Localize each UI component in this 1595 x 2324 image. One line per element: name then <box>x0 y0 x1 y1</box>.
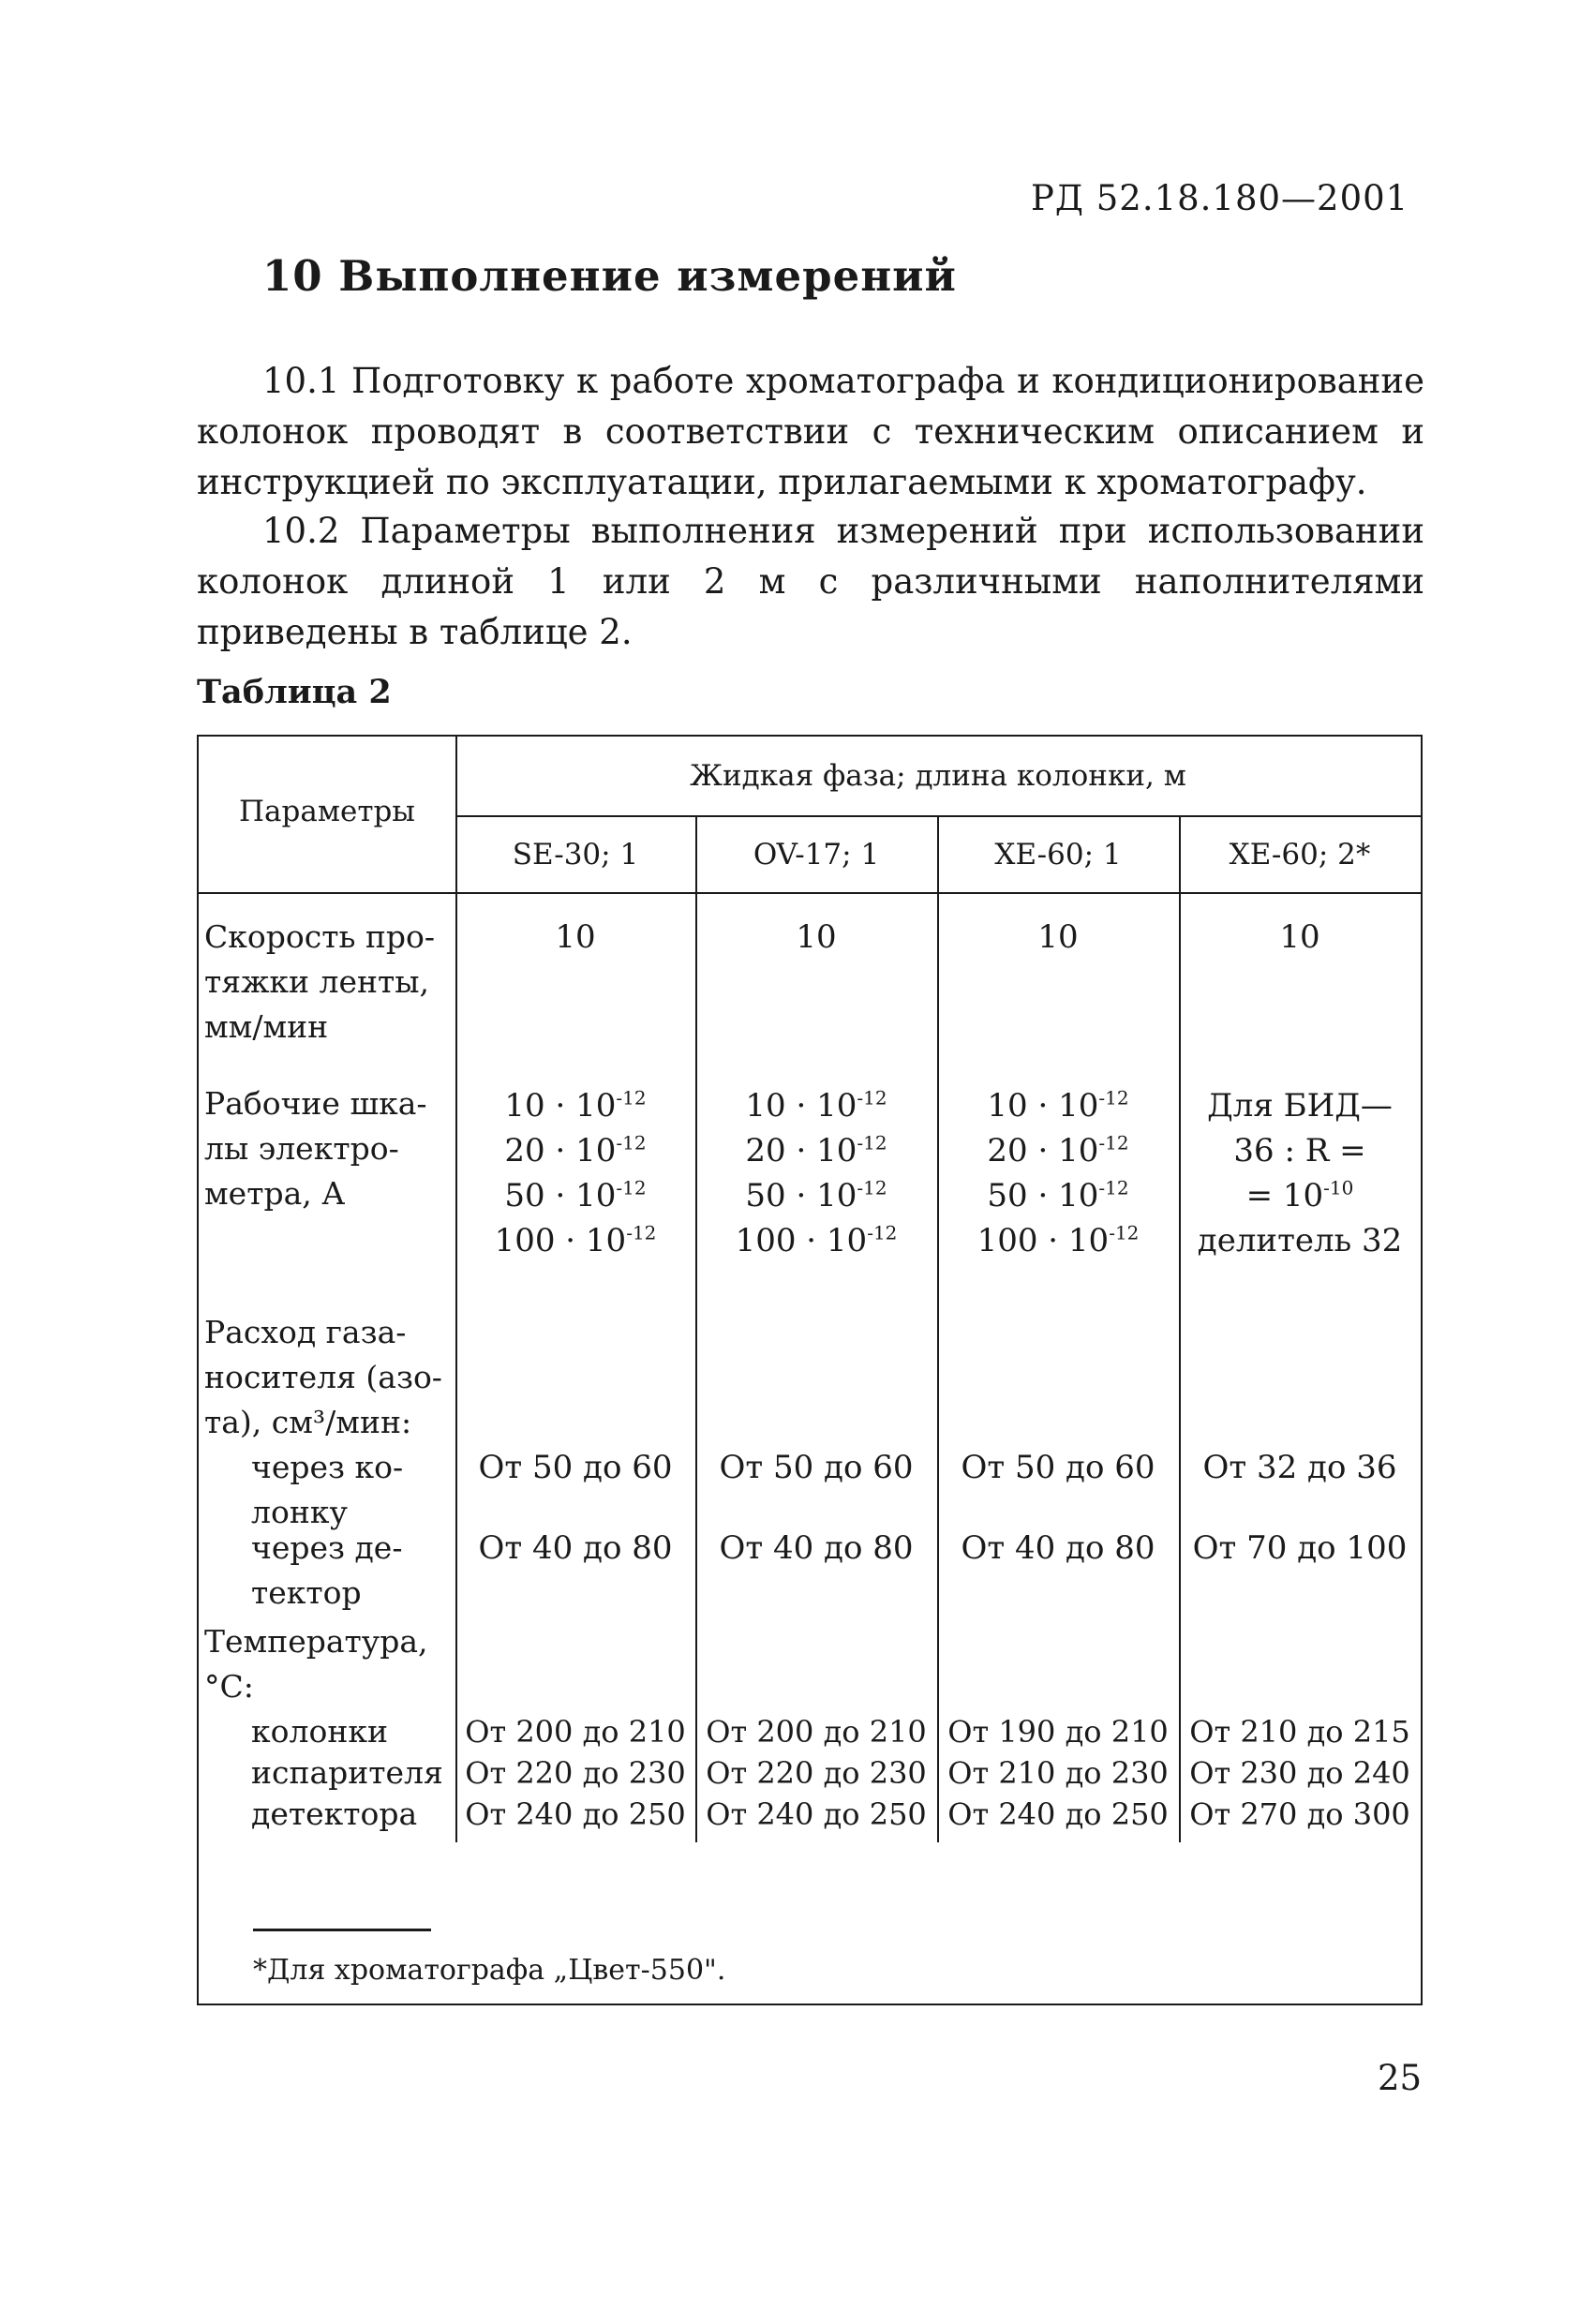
gas-detector-value: От 70 до 100 <box>1192 1529 1408 1567</box>
table-caption: Таблица 2 <box>197 673 392 711</box>
row-label-temperature-subs: колонки испарителя детектора <box>251 1713 443 1832</box>
column-divider <box>695 815 697 1842</box>
scales-values-col-4: Для БИД— 36 : R = = $10^{-10}$ делитель 32 <box>1197 1087 1403 1259</box>
gas-detector-value: От 40 до 80 <box>961 1529 1155 1567</box>
gas-column-value: От 50 до 60 <box>478 1449 673 1486</box>
scales-values-col-3: $10 \cdot 10^{-12}$ $20 \cdot 10^{-12}$ $50 \cdot 10^{-12}$ $100 \cdot 10^{-12}$ <box>976 1086 1140 1259</box>
row-label-speed: Скорость про- тяжки ленты, мм/мин <box>204 918 436 1045</box>
paragraph-10-2: 10.2 Параметры выполнения измерений при использовании колонок длиной 1 или 2 м с различными наполнителями приведены в таблице 2. <box>197 511 1424 652</box>
speed-value: 10 <box>555 918 596 956</box>
table-footnote: *Для хроматографа „Цвет-550". <box>253 1954 726 1987</box>
gas-detector-value: От 40 до 80 <box>478 1529 673 1567</box>
gas-column-value: От 50 до 60 <box>719 1449 914 1486</box>
row-label-gas-flow: Расход газа- носителя (азо- та), см³/мин: <box>204 1314 442 1440</box>
column-divider <box>937 815 939 1842</box>
speed-value: 10 <box>796 918 837 956</box>
header-col-4: XE-60; 2* <box>1229 838 1371 872</box>
speed-value: 10 <box>1037 918 1079 956</box>
gas-column-value: От 32 до 36 <box>1202 1449 1397 1486</box>
row-label-scales: Рабочие шка- лы электро- метра, А <box>204 1085 427 1212</box>
row-label-temperature: Температура, °С: <box>204 1623 428 1705</box>
scales-values-col-2: $10 \cdot 10^{-12}$ $20 \cdot 10^{-12}$ $50 \cdot 10^{-12}$ $100 \cdot 10^{-12}$ <box>735 1086 898 1259</box>
temperature-values-col-2: От 200 до 210 От 220 до 230 От 240 до 250 <box>706 1714 927 1832</box>
row-label-gas-detector: через де- тектор <box>251 1529 403 1611</box>
column-divider <box>455 737 457 1842</box>
document-code: РД 52.18.180—2001 <box>1031 178 1409 218</box>
column-divider <box>1179 815 1181 1842</box>
section-title: 10 Выполнение измерений <box>262 251 957 301</box>
header-col-3: XE-60; 1 <box>994 838 1122 872</box>
temperature-values-col-1: От 200 до 210 От 220 до 230 От 240 до 250 <box>465 1714 686 1832</box>
header-col-1: SE-30; 1 <box>512 838 639 872</box>
header-bottom-rule <box>199 892 1421 894</box>
header-liquid-phase: Жидкая фаза; длина колонки, м <box>690 759 1186 793</box>
scales-values-col-1: $10 \cdot 10^{-12}$ $20 \cdot 10^{-12}$ $50 \cdot 10^{-12}$ $100 \cdot 10^{-12}$ <box>494 1086 657 1259</box>
gas-detector-value: От 40 до 80 <box>719 1529 914 1567</box>
header-parameters: Параметры <box>239 795 415 828</box>
temperature-values-col-3: От 190 до 210 От 210 до 230 От 240 до 250 <box>947 1714 1169 1832</box>
page-number: 25 <box>1378 2058 1423 2098</box>
header-divider <box>455 815 1421 817</box>
row-label-gas-column: через ко- лонку <box>251 1449 404 1530</box>
speed-value: 10 <box>1279 918 1320 956</box>
paragraph-10-1: 10.1 Подготовку к работе хроматографа и кондиционирование колонок проводят в соответствии с техническим описанием и инструкцией по эксплуатации, прилагаемыми к хроматографу. <box>197 361 1424 502</box>
temperature-values-col-4: От 210 до 215 От 230 до 240 От 270 до 300 <box>1189 1714 1410 1832</box>
footnote-rule <box>253 1929 431 1931</box>
gas-column-value: От 50 до 60 <box>961 1449 1155 1486</box>
table-2 <box>197 735 1423 2005</box>
header-col-2: OV-17; 1 <box>753 838 880 872</box>
